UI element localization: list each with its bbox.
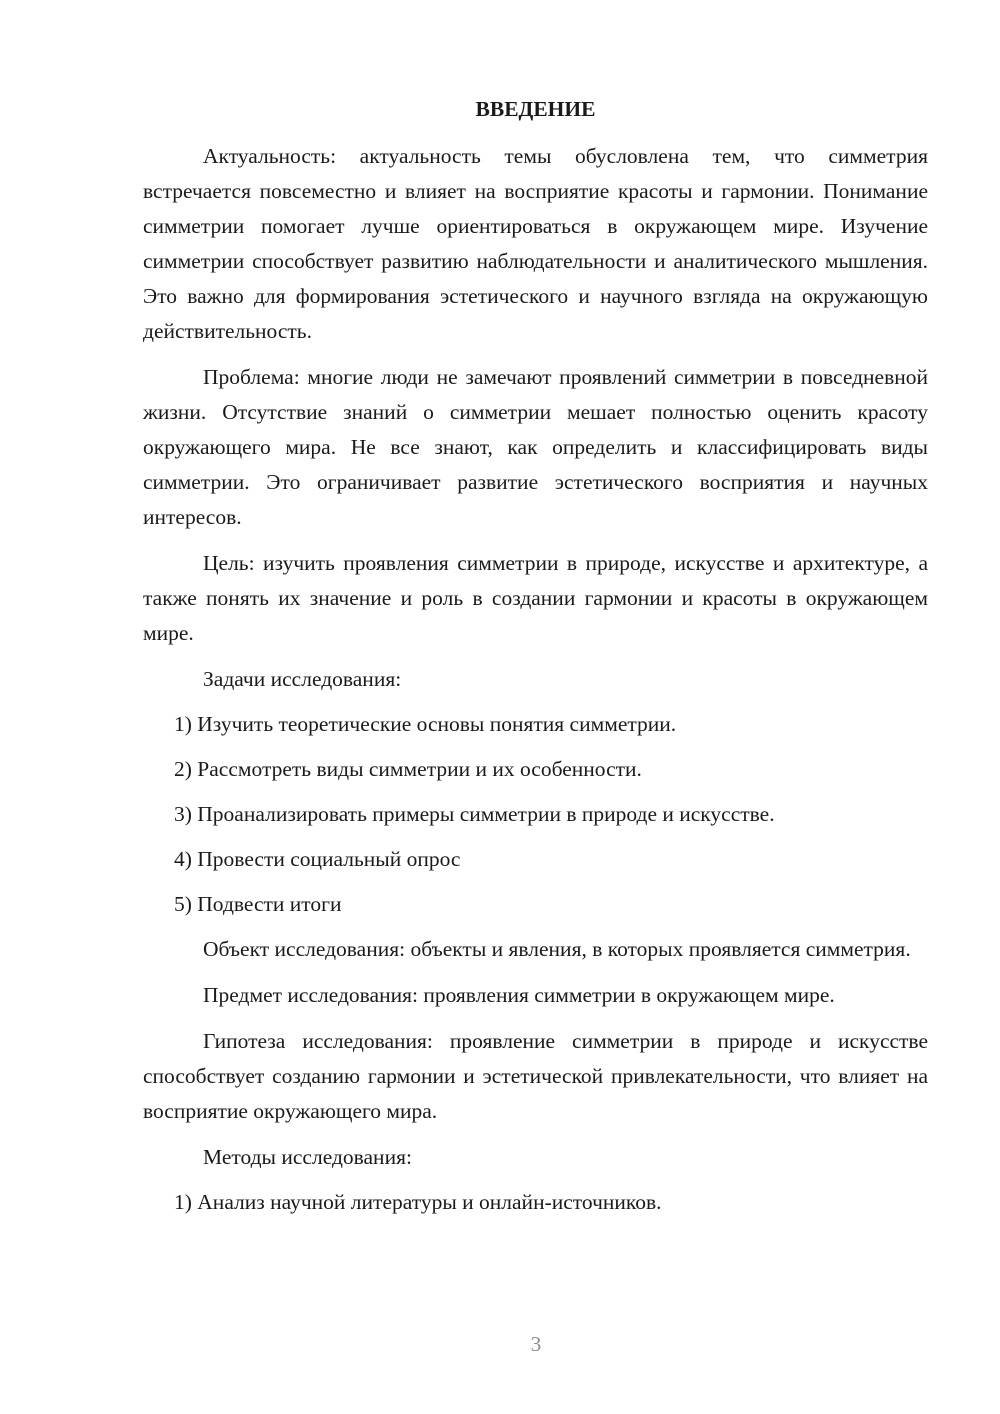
page-content — [143, 93, 928, 1230]
task-item: 3) Проанализировать примеры симметрии в природе и искусстве. — [174, 802, 775, 826]
hypothesis-paragraph: Гипотеза исследования: проявление симметрии в природе и искусстве способствует созданию гармонии и эстетической привлекательности, что влияет на восприятие окружающего мира. — [143, 1029, 928, 1123]
task-item: 2) Рассмотреть виды симметрии и их особенности. — [174, 757, 642, 781]
section-heading: ВВЕДЕНИЕ — [475, 97, 596, 121]
tasks-list — [143, 707, 928, 922]
task-item: 4) Провести социальный опрос — [174, 847, 461, 871]
task-item: 5) Подвести итоги — [174, 892, 342, 916]
problem-paragraph: Проблема: многие люди не замечают проявлений симметрии в повседневной жизни. Отсутствие знаний о симметрии мешает полностью оценить красоту окружающего мира. Не все знают, как определить и классифицировать виды симметрии. Это ограничивает развитие эстетического восприятия и научных интересов. — [143, 365, 928, 529]
methods-label: Методы исследования: — [203, 1145, 412, 1169]
subject-paragraph: Предмет исследования: проявления симметрии в окружающем мире. — [203, 983, 835, 1007]
tasks-label: Задачи исследования: — [203, 667, 402, 691]
methods-list — [143, 1185, 928, 1220]
goal-paragraph: Цель: изучить проявления симметрии в природе, искусстве и архитектуре, а также понять их значение и роль в создании гармонии и красоты в окружающем мире. — [143, 551, 928, 645]
task-item: 1) Изучить теоретические основы понятия симметрии. — [174, 712, 677, 736]
page-number: 3 — [530, 1332, 542, 1356]
object-paragraph: Объект исследования: объекты и явления, в которых проявляется симметрия. — [203, 937, 911, 961]
method-item: 1) Анализ научной литературы и онлайн-источников. — [174, 1190, 662, 1214]
relevance-paragraph: Актуальность: актуальность темы обусловлена тем, что симметрия встречается повсеместно и влияет на восприятие красоты и гармонии. Понимание симметрии помогает лучше ориентироваться в окружающем мире. Изучение симметрии способствует развитию наблюдательности и аналитического мышления. Это важно для формирования эстетического и научного взгляда на окружающую действительность. — [143, 144, 928, 343]
